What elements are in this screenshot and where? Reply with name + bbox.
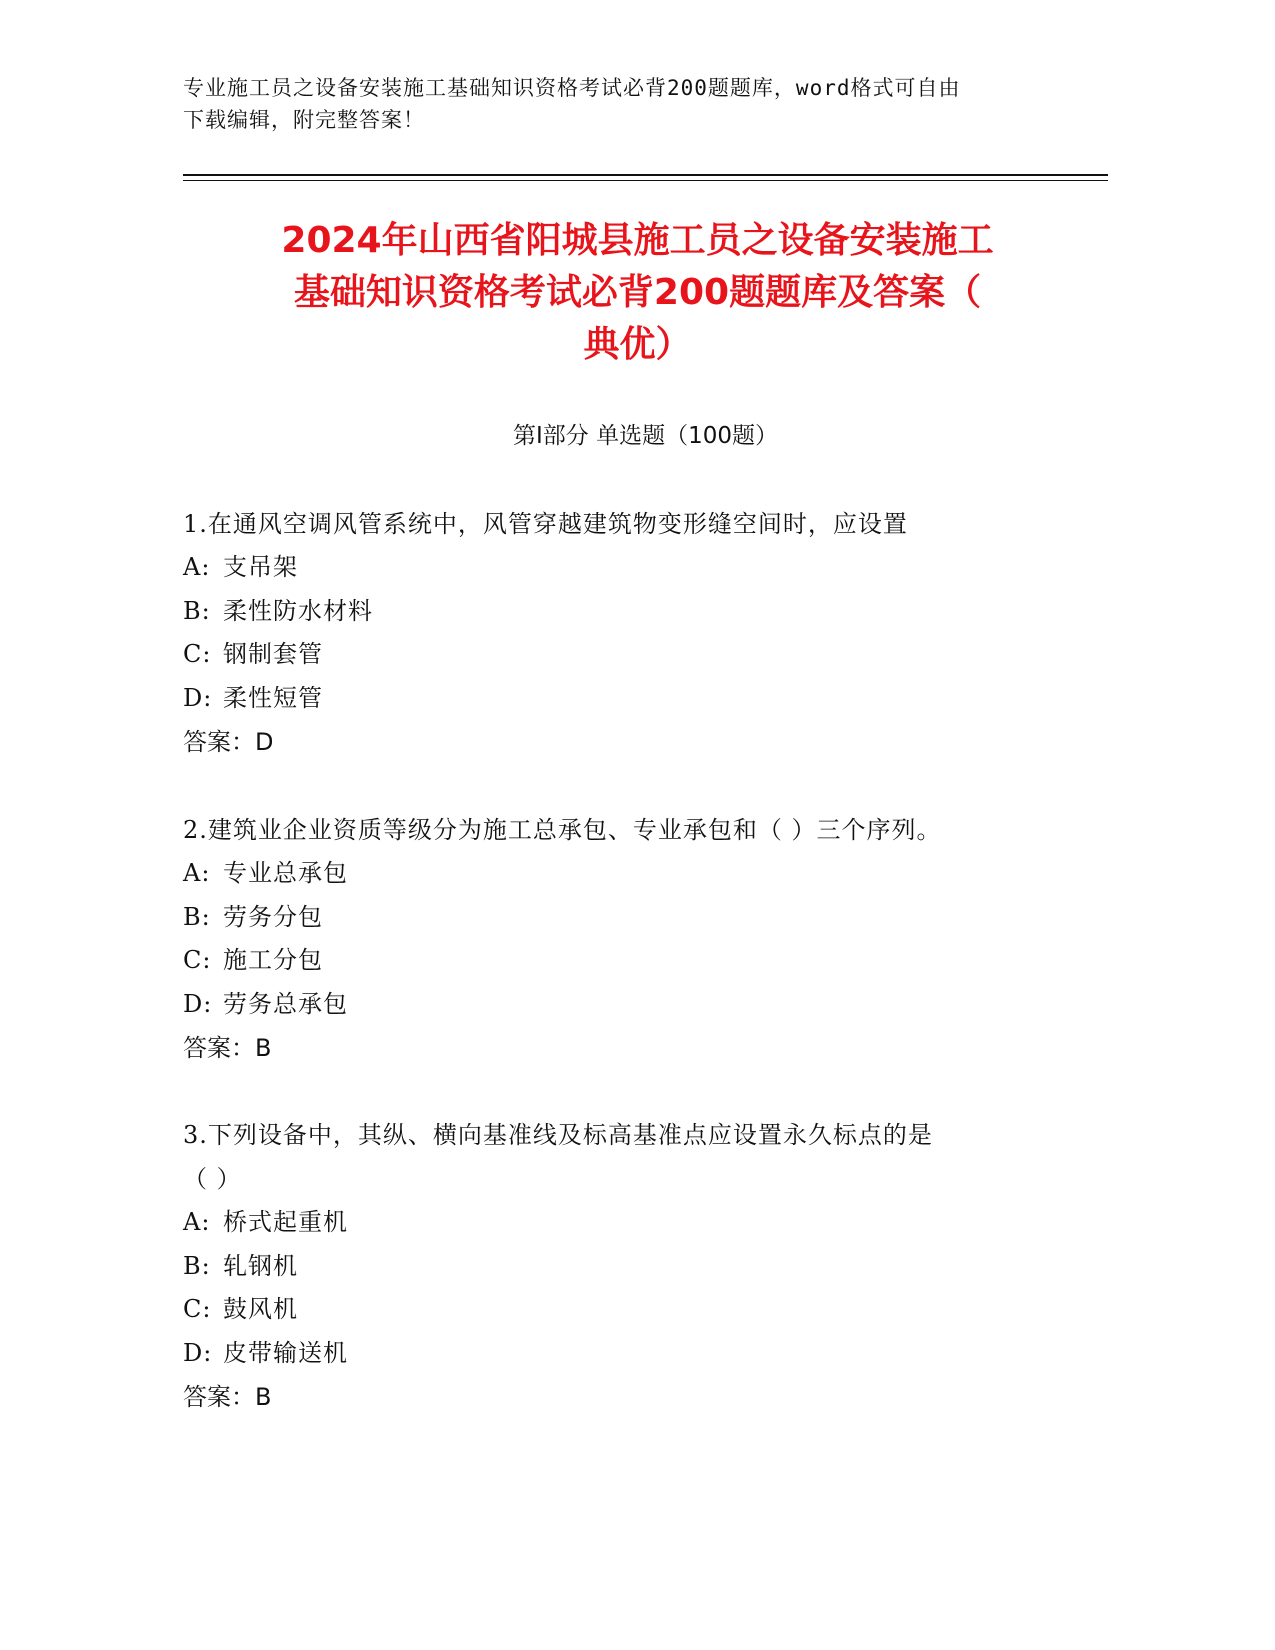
option-letter: B: bbox=[183, 1251, 211, 1280]
option-d bbox=[183, 983, 1063, 1027]
option-letter: D: bbox=[183, 1338, 213, 1367]
option-text: 柔性短管 bbox=[223, 683, 323, 712]
option-letter: A: bbox=[183, 553, 211, 581]
header-note bbox=[183, 72, 1063, 136]
document-title-line: 基础知识资格考试必背200题题库及答案（ bbox=[293, 272, 982, 313]
option-text: 专业总承包 bbox=[223, 859, 348, 887]
option-text: 支吊架 bbox=[223, 553, 298, 581]
question-item bbox=[183, 502, 1063, 764]
option-text: 劳务总承包 bbox=[223, 989, 348, 1018]
option-text: 钢制套管 bbox=[223, 640, 323, 668]
document-title bbox=[150, 215, 1125, 371]
question-stem-continued: （ ） bbox=[183, 1165, 242, 1193]
answer-line: 答案：D bbox=[183, 728, 274, 756]
option-letter: B: bbox=[183, 596, 211, 625]
option-a bbox=[183, 546, 1063, 590]
option-b bbox=[183, 1245, 1063, 1289]
document-title-line: 典优） bbox=[583, 324, 692, 365]
option-text: 桥式起重机 bbox=[223, 1208, 348, 1236]
question-stem: 2.建筑业企业资质等级分为施工总承包、专业承包和（ ）三个序列。 bbox=[183, 816, 942, 844]
option-letter: C: bbox=[183, 640, 212, 668]
option-text: 施工分包 bbox=[223, 946, 323, 974]
option-letter: C: bbox=[183, 946, 212, 974]
header-note-line: 下载编辑，附完整答案！ bbox=[183, 108, 425, 132]
option-c bbox=[183, 633, 1063, 677]
header-divider-thin bbox=[183, 180, 1108, 181]
question-stem: 1.在通风空调风管系统中，风管穿越建筑物变形缝空间时，应设置 bbox=[183, 510, 908, 538]
option-d bbox=[183, 1332, 1063, 1376]
document-title-line: 2024年山西省阳城县施工员之设备安装施工 bbox=[281, 220, 994, 261]
option-letter: D: bbox=[183, 989, 213, 1018]
option-c bbox=[183, 939, 1063, 983]
option-text: 鼓风机 bbox=[223, 1295, 298, 1323]
option-text: 轧钢机 bbox=[223, 1251, 298, 1280]
answer-line: 答案：B bbox=[183, 1383, 272, 1411]
option-letter: A: bbox=[183, 1208, 211, 1236]
header-divider-thick bbox=[183, 174, 1108, 176]
option-letter: D: bbox=[183, 683, 213, 712]
answer-line: 答案：B bbox=[183, 1034, 272, 1062]
option-a bbox=[183, 852, 1063, 896]
option-d bbox=[183, 677, 1063, 721]
question-stem: 3.下列设备中，其纵、横向基准线及标高基准点应设置永久标点的是 bbox=[183, 1121, 933, 1149]
question-item bbox=[183, 1113, 1063, 1419]
option-text: 皮带输送机 bbox=[223, 1338, 348, 1367]
question-item bbox=[183, 808, 1063, 1070]
option-text: 柔性防水材料 bbox=[223, 596, 373, 625]
section-title: 第Ⅰ部分 单选题（100题） bbox=[513, 423, 778, 449]
option-letter: C: bbox=[183, 1295, 212, 1323]
option-c bbox=[183, 1288, 1063, 1332]
option-letter: A: bbox=[183, 859, 211, 887]
option-b bbox=[183, 896, 1063, 940]
option-letter: B: bbox=[183, 902, 211, 931]
header-note-line: 专业施工员之设备安装施工基础知识资格考试必背200题题库，word格式可自由 bbox=[183, 76, 961, 100]
option-text: 劳务分包 bbox=[223, 902, 323, 931]
option-b bbox=[183, 590, 1063, 634]
option-a bbox=[183, 1201, 1063, 1245]
